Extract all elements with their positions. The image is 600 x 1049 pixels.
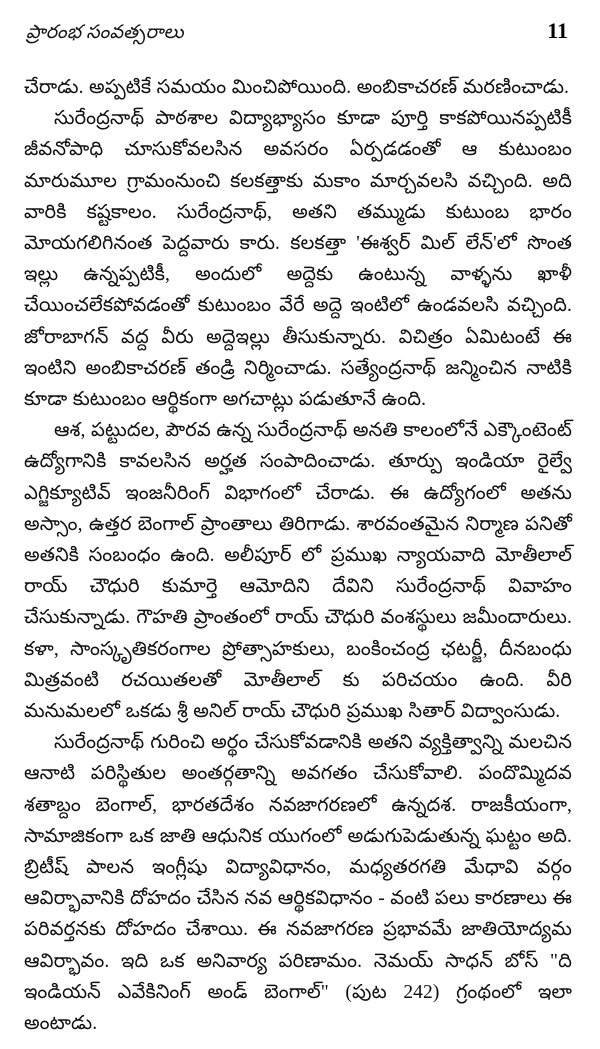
paragraph: చేరాడు. అప్పటికే సమయం మించిపోయింది. అంబికాచరణ్ మరణించాడు. bbox=[24, 77, 570, 98]
body-text bbox=[24, 72, 572, 1039]
page-header bbox=[24, 18, 572, 48]
paragraph: ఆశ, పట్టుదల, పౌరవ ఉన్న సురేంద్రనాథ్ అనతి కాలంలోనే ఎక్కౌంటెంట్ ఉద్యోగానికి కావలసిన అర్హత సంపాదించాడు. తూర్పు ఇండియా రైల్వే ఎగ్జిక్యూటివ్ ఇంజనీరింగ్ విభాగంలో చేరాడు. ఈ ఉద్యోగంలో అతను అస్సాం, ఉత్తర బెంగాల్ ప్రాంతాలు తిరిగాడు. శారవంతమైన నిర్మాణ పనితో అతనికి సంబంధం ఉంది. అలీపూర్ లో ప్రముఖ న్యాయవాది మోతీలాల్ రాయ్ చౌధురి కుమార్తె ఆమోదిని దేవిని సురేంద్రనాథ్ వివాహం చేసుకున్నాడు. గౌహతి ప్రాంతంలో రాయ్ చౌధురి వంశస్థులు జమీందారులు. కళా, సాంస్కృతికరంగాల ప్రోత్సాహకులు, బంకించంద్ర ఛటర్జీ, దీనబంధు మిత్రవంటి రచయితలతో మోతీలాల్ కు పరిచయం ఉంది. వీరి మనుమలలో ఒకడు శ్రీ అనిల్ రాయ్ చౌధురి ప్రముఖ సితార్ విద్వాంసుడు. bbox=[24, 420, 572, 723]
running-head: ప్రారంభ సంవత్సరాలు bbox=[26, 22, 184, 43]
paragraph: సురేంద్రనాథ్ పాఠశాల విద్యాభ్యాసం కూడా పూర్తి కాకపోయినప్పటికీ జీవనోపాధి చూసుకోవలసిన అవసరం ఏర్పడడంతో ఆ కుటుంబం మారుమూల గ్రామంనుంచి కలకత్తాకు మకాం మార్చవలసి వచ్చింది. అది వారికి కష్టకాలం. సురేంద్రనాథ్, అతని తమ్ముడు కుటుంబ భారం మోయగలిగినంత పెద్దవారు కారు. కలకత్తా 'ఈశ్వర్ మిల్ లేన్'లో సొంత ఇల్లు ఉన్నప్పటికీ, అందులో అద్దెకు ఉంటున్న వాళ్ళను ఖాళీ చేయించలేకపోవడంతో కుటుంబం వేరే అద్దె ఇంటిలో ఉండవలసి వచ్చింది. జోరాబాగన్ వద్ద వీరు అద్దెఇల్లు తీసుకున్నారు. విచిత్రం ఏమిటంటే ఈ ఇంటిని అంబికాచరణ్ తండ్రి నిర్మించాడు. సత్యేంద్రనాథ్ జన్మించిన నాటికి కూడా కుటుంబం ఆర్థికంగా అగచాట్లు పడుతూనే ఉంది. bbox=[24, 108, 572, 411]
page-number: 11 bbox=[547, 18, 568, 43]
paragraph: సురేంద్రనాథ్ గురించి అర్థం చేసుకోవడానికి అతని వ్యక్తిత్వాన్ని మలచిన ఆనాటి పరిస్థితుల అంతర్గతాన్ని అవగతం చేసుకోవాలి. పందొమ్మిదవ శతాబ్దం బెంగాల్, భారతదేశం నవజాగరణలో ఉన్నదశ. రాజకీయంగా, సామాజికంగా ఒక జాతి ఆధునిక యుగంలో అడుగుపెడుతున్న ఘట్టం అది. బ్రిటీష్ పాలన ఇంగ్లీషు విద్యావిధానం, మధ్యతరగతి మేధావి వర్గం ఆవిర్భావానికి దోహదం చేసిన నవ ఆర్థికవిధానం - వంటి పలు కారణాలు ఈ పరివర్తనకు దోహదం చేశాయి. ఈ నవజాగరణ ప్రభావమే జాతియోద్యమ ఆవిర్భావం. ఇది ఒక అనివార్య పరిణామం. నెమయ్ సాధన్ బోస్ "ది ఇండియన్ ఎవేకినింగ్ అండ్ బెంగాల్" (పుట 242) గ్రంథంలో ఇలా అంటాడు. bbox=[24, 732, 572, 1035]
